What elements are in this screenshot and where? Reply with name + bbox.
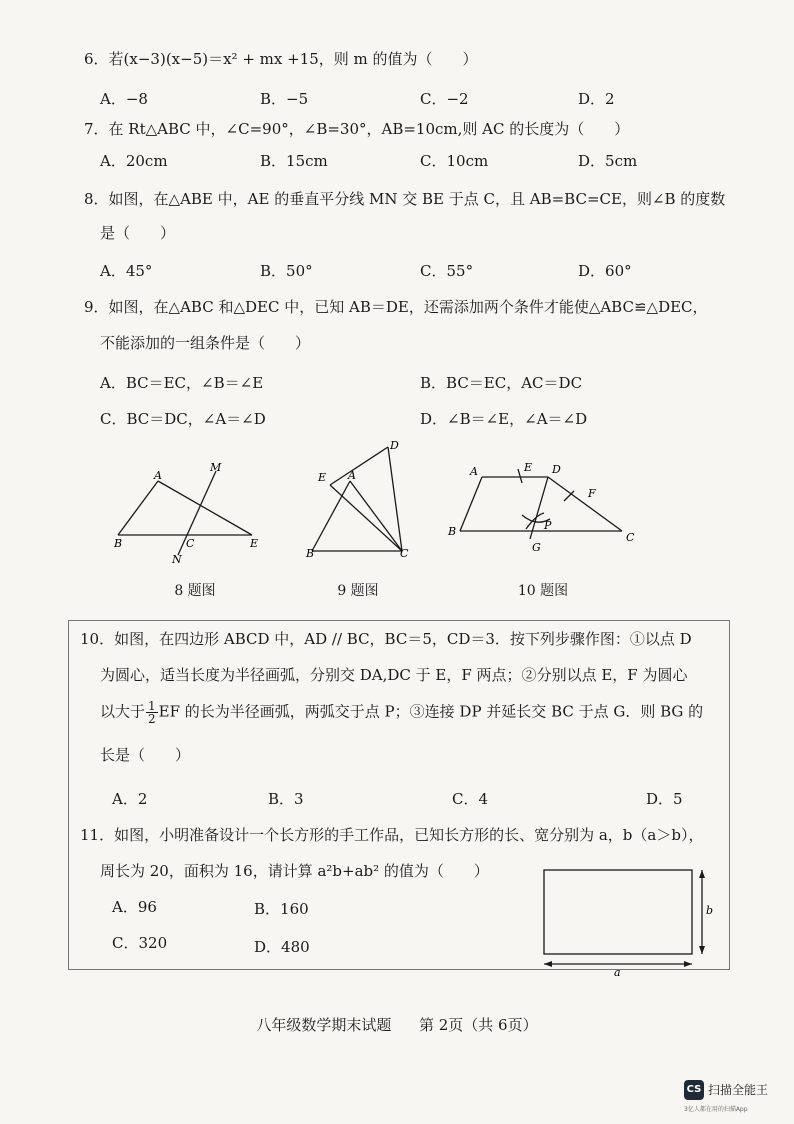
scanner-name: 扫描全能王 — [708, 1083, 769, 1097]
q11-option-c: C．320 — [112, 934, 168, 952]
fig9-caption: 9 题图 — [337, 583, 379, 599]
q10-frac-den: 2 — [148, 712, 156, 726]
fig8-line-mn — [178, 471, 216, 555]
q10-fraction-half — [146, 700, 158, 725]
q9-option-a: A．BC＝EC，∠B＝∠E — [100, 374, 264, 392]
scanner-badge: CS — [684, 1080, 704, 1100]
q10-option-b: B．3 — [268, 790, 304, 808]
footer-page-number: 第 2页（共 6页） — [418, 1016, 538, 1034]
page-footer — [0, 1014, 794, 1035]
q10-line4: 长是（ ） — [100, 746, 191, 764]
fig9-segment-ba — [312, 481, 350, 551]
q11-option-a: A．96 — [112, 898, 157, 916]
q8-option-d: D．60° — [578, 262, 632, 280]
q7-option-a: A．20cm — [100, 152, 168, 170]
q9-stem-line1: 9．如图，在△ABC 和△DEC 中，已知 AB＝DE，还需添加两个条件才能使△ABC≌△DEC， — [84, 298, 708, 316]
q9-option-c: C．BC＝DC，∠A＝∠D — [100, 410, 266, 428]
fig11-arrow-b-bottom — [699, 946, 705, 954]
fig9-label-b: B — [306, 547, 315, 560]
q10-line1: 10．如图，在四边形 ABCD 中，AD // BC，BC＝5，CD＝3．按下列步骤作图：①以点 D — [80, 630, 692, 648]
fig8-label-c: C — [186, 537, 195, 550]
fig8-segment-ae — [158, 481, 252, 535]
footer-title: 八年级数学期末试题 — [256, 1016, 392, 1034]
q7-option-b: B．15cm — [260, 152, 328, 170]
q8-option-c: C．55° — [420, 262, 474, 280]
fig11-rectangle — [544, 870, 692, 954]
q6-option-c: C．−2 — [420, 90, 469, 108]
q10-frac-num: 1 — [148, 699, 156, 713]
q10-line3 — [100, 700, 703, 725]
q11-line1: 11．如图，小明准备设计一个长方形的手工作品，已知长方形的长、宽分别为 a，b（a＞b）， — [80, 826, 704, 844]
fig9-label-c: C — [400, 547, 409, 560]
q6-option-a: A．−8 — [100, 90, 148, 108]
q11-option-b: B．160 — [254, 900, 309, 918]
fig9-label-d: D — [390, 439, 399, 452]
q8-stem-line2: 是（ ） — [100, 224, 176, 242]
fig10-label-b: B — [448, 525, 457, 538]
fig8-caption: 8 题图 — [174, 583, 216, 599]
figure-8 — [110, 455, 270, 565]
scanner-tagline: 3亿人都在用的扫描App — [684, 1106, 748, 1113]
q8-option-a: A．45° — [100, 262, 153, 280]
q11-option-d: D．480 — [254, 938, 310, 956]
q9-option-b: B．BC＝EC，AC＝DC — [420, 374, 583, 392]
figure-9 — [302, 435, 422, 565]
q9-option-d: D．∠B＝∠E，∠A＝∠D — [420, 410, 588, 428]
q7-option-d: D．5cm — [578, 152, 638, 170]
fig10-label-a: A — [470, 465, 478, 478]
q8-option-b: B．50° — [260, 262, 313, 280]
q10-option-c: C．4 — [452, 790, 489, 808]
q11-line2: 周长为 20，面积为 16，请计算 a²b+ab² 的值为（ ） — [100, 862, 489, 880]
fig10-label-d: D — [552, 463, 561, 476]
fig9-label-e: E — [318, 471, 327, 484]
q6-stem: 6．若(x−3)(x−5)＝x² + mx +15，则 m 的值为（ ） — [84, 50, 478, 68]
fig10-caption: 10 题图 — [517, 583, 569, 599]
q6-option-d: D．2 — [578, 90, 615, 108]
fig10-segment-ab — [460, 477, 482, 531]
q10-line3-pre: 以大于 — [100, 702, 146, 721]
fig9-segment-ed — [330, 447, 388, 485]
fig9-segment-ec — [330, 485, 402, 551]
fig10-label-c: C — [626, 531, 635, 544]
fig8-label-e: E — [250, 537, 259, 550]
fig8-label-b: B — [114, 537, 123, 550]
q9-stem-line2: 不能添加的一组条件是（ ） — [100, 334, 311, 352]
q10-line3-post: EF 的长为半径画弧，两弧交于点 P；③连接 DP 并延长交 BC 于点 G．则 BG 的 — [158, 702, 704, 721]
fig11-arrow-a-right — [684, 961, 692, 967]
scanner-watermark — [684, 1080, 794, 1120]
fig8-label-m: M — [210, 461, 222, 474]
q7-stem: 7．在 Rt△ABC 中，∠C=90°，∠B=30°，AB=10cm,则 AC 的长度为（ ） — [84, 120, 630, 138]
fig8-label-n: N — [172, 553, 182, 565]
fig10-label-p: P — [544, 519, 552, 532]
fig10-segment-dc — [548, 477, 622, 531]
fig10-label-e: E — [524, 461, 533, 474]
fig11-label-b: b — [706, 904, 714, 917]
fig11-label-a: a — [614, 966, 621, 978]
fig10-label-g: G — [532, 541, 541, 554]
fig10-arc-e — [518, 469, 522, 483]
q10-line2: 为圆心，适当长度为半径画弧，分别交 DA,DC 于 E，F 两点；②分别以点 E，F 为圆心 — [100, 666, 688, 684]
q8-stem-line1: 8．如图，在△ABE 中，AE 的垂直平分线 MN 交 BE 于点 C，且 AB=BC=CE，则∠B 的度数 — [84, 190, 726, 208]
figure-11 — [536, 860, 720, 978]
fig10-label-f: F — [588, 487, 596, 500]
fig8-label-a: A — [154, 469, 162, 482]
q10-option-d: D．5 — [646, 790, 683, 808]
fig9-label-a: A — [348, 469, 356, 482]
fig8-segment-ba — [118, 481, 158, 535]
fig11-arrow-b-top — [699, 870, 705, 878]
q7-option-c: C．10cm — [420, 152, 489, 170]
q10-option-a: A．2 — [112, 790, 148, 808]
fig11-arrow-a-left — [544, 961, 552, 967]
figure-10 — [440, 455, 650, 560]
q6-option-b: B．−5 — [260, 90, 309, 108]
